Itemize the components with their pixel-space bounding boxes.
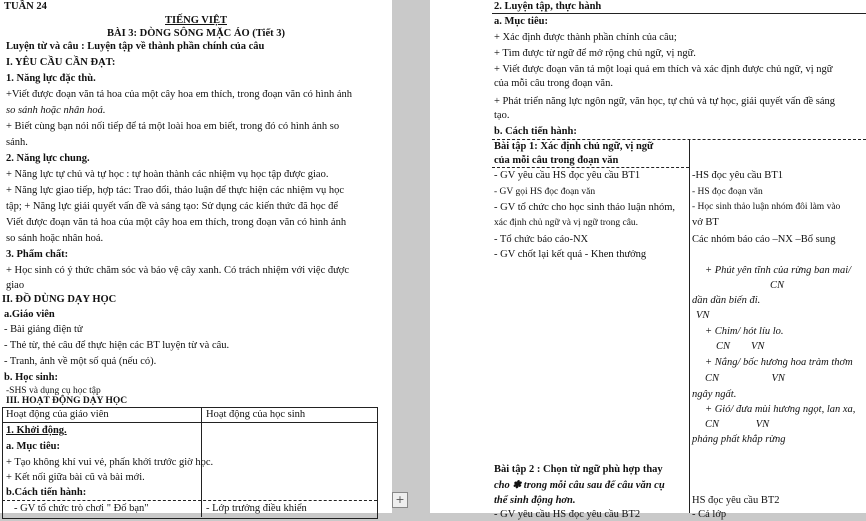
goal-heading: a. Mục tiêu: <box>6 441 60 452</box>
student-heading: b. Học sinh: <box>4 372 58 383</box>
para-line: - Tranh, ảnh về một số quả (nếu có). <box>4 356 157 367</box>
topic-line: Luyện từ và câu : Luyện tập về thành phần chính của câu <box>6 41 265 52</box>
para-line: + Tạo không khí vui vẻ, phấn khởi trước giờ học. <box>6 457 214 468</box>
table-cell: - GV gọi HS đọc đoạn văn <box>494 187 596 197</box>
tools-heading: II. ĐỒ DÙNG DẠY HỌC <box>2 294 117 305</box>
para-line: + Phát triển năng lực ngôn ngữ, văn học, tự chủ và tự học, giải quyết vấn đề sáng <box>494 96 835 107</box>
answer-tag: CN <box>770 280 785 291</box>
warmup-heading: 1. Khởi động. <box>6 425 67 436</box>
table-cell: - Tổ chức báo cáo-NX <box>494 234 589 245</box>
exercise-2-title: Bài tập 2 : Chọn từ ngữ phù hợp thay <box>494 464 663 475</box>
table-cell: Các nhóm báo cáo –NX –Bổ sung <box>692 234 836 245</box>
dashed-rule <box>492 167 689 168</box>
para-line: tập; + Năng lực giải quyết vấn đề và sáng tạo: Sử dụng các kiến thức đã học để <box>6 201 339 212</box>
answer-line: dần dần biến đi. <box>692 295 761 306</box>
answer-line: + Chim/ hót líu lo. <box>705 326 784 337</box>
answer-tag: CN VN <box>705 373 785 384</box>
method-heading: b. Cách tiến hành: <box>494 126 577 137</box>
para-line: + Xác định được thành phần chính của câu; <box>494 32 677 43</box>
method-heading: b.Cách tiến hành: <box>6 487 87 498</box>
table-cell: - Lớp trưởng điều khiển <box>206 503 307 514</box>
week-label: TUẦN 24 <box>4 1 47 12</box>
rule <box>492 13 866 14</box>
para-line: + Năng lực giao tiếp, hợp tác: Trao đổi, thảo luận để thực hiện các nhiệm vụ học <box>6 185 345 196</box>
table-cell: - GV yêu cầu HS đọc yêu cầu BT1 <box>494 170 641 181</box>
para-line: của mỗi câu trong đoạn văn. <box>494 78 613 89</box>
answer-line: + Gió/ đưa mùi hương ngọt, lan xa, <box>705 404 856 415</box>
para-line: giao <box>6 280 25 291</box>
table-cell: - GV chốt lại kết quả - Khen thưởng <box>494 249 647 260</box>
exercise-2-title: thể sinh động hơn. <box>494 495 576 506</box>
answer-tag: CN VN <box>705 419 770 430</box>
exercise-1-title: Bài tập 1: Xác định chủ ngữ, vị ngữ <box>494 141 654 152</box>
teacher-heading: a.Giáo viên <box>4 309 55 320</box>
add-page-button[interactable]: + <box>392 492 408 508</box>
table-cell: - Học sinh thảo luận nhóm đôi làm vào <box>692 202 841 212</box>
para-line: + Học sinh có ý thức chăm sóc và bảo vệ cây xanh. Có trách nhiệm với việc được <box>6 265 350 276</box>
table-header-rule <box>2 422 377 423</box>
col-header-student: Hoạt động của học sinh <box>206 409 306 420</box>
lesson-title: BÀI 3: DÒNG SÔNG MẶC ÁO (Tiết 3) <box>106 28 285 39</box>
answer-line: + Nắng/ bốc hương hoa tràm thơm <box>705 357 853 368</box>
para-line: Viết được đoạn văn tả hoa của một cây hoa em thích, trong đoạn văn có hình ảnh <box>6 217 347 228</box>
table-cell: - HS đọc đoạn văn <box>692 187 763 197</box>
table-cell: -HS đọc yêu cầu BT1 <box>692 170 783 181</box>
practice-heading: 2. Luyện tập, thực hành <box>494 1 602 12</box>
answer-line: + Phút yên tĩnh của rừng ban mai/ <box>705 265 852 276</box>
section-1-heading: 1. Năng lực đặc thù. <box>6 73 96 84</box>
exercise-2-title: cho ✽ trong mỗi câu sau để câu văn cụ <box>494 480 665 491</box>
left-page <box>0 0 392 513</box>
para-line: - Bài giảng điện tử <box>4 324 83 335</box>
answer-tag: VN <box>696 310 710 321</box>
section-2-heading: 2. Năng lực chung. <box>6 153 90 164</box>
table-cell: - GV tổ chức trò chơi " Đố bạn" <box>14 503 149 514</box>
para-line: tạo. <box>494 110 510 121</box>
col-header-teacher: Hoạt động của giáo viên <box>6 409 109 420</box>
table-cell: HS đọc yêu cầu BT2 <box>692 495 780 506</box>
right-page <box>430 0 866 520</box>
para-line: + Tìm được từ ngữ để mở rộng chủ ngữ, vị ngữ. <box>494 48 696 59</box>
subject-title: TIẾNG VIỆT <box>165 15 227 26</box>
para-line: - Thẻ từ, thẻ câu để thực hiện các BT luyện từ và câu. <box>4 340 230 351</box>
table-cell: xác định chủ ngữ và vị ngữ trong câu. <box>494 218 639 228</box>
dashed-rule <box>2 500 377 501</box>
table-cell: - Cả lớp <box>692 509 727 520</box>
answer-tag: CN VN <box>716 341 765 352</box>
para-line: + Viết được đoạn văn tả một loại quả em thích và xác định được chủ ngữ, vị ngữ <box>494 64 833 75</box>
section-3-heading: 3. Phẩm chất: <box>6 249 69 260</box>
table-cell: - GV tổ chức cho học sinh thảo luận nhóm, <box>494 202 676 213</box>
goal-heading: a. Mục tiêu: <box>494 16 548 27</box>
activities-heading: III. HOẠT ĐỘNG DẠY HỌC <box>6 396 128 406</box>
para-line: + Năng lực tự chủ và tự học : tự hoàn thành các nhiệm vụ học tập được giao. <box>6 169 329 180</box>
para-line: sánh. <box>6 137 28 148</box>
answer-line: ngây ngất. <box>692 389 737 400</box>
para-line: so sánh hoặc nhân hoá. <box>6 105 106 116</box>
para-line: + Kết nối giữa bài cũ và bài mới. <box>6 472 145 483</box>
table-cell: vở BT <box>692 217 719 228</box>
para-line: + Biết cùng bạn nói nối tiếp để tả một loài hoa em biết, trong đó có hình ảnh so <box>6 121 340 132</box>
para-line: -SHS và dụng cụ học tập <box>6 386 101 396</box>
para-line: +Viết được đoạn văn tả hoa của một cây hoa em thích, trong đoạn văn có hình ảnh <box>6 89 353 100</box>
table-divider <box>689 139 690 513</box>
answer-line: phảng phất khắp rừng <box>692 434 786 445</box>
exercise-1-title: của mỗi câu trong đoạn văn <box>494 155 619 166</box>
table-cell: - GV yêu cầu HS đọc yêu cầu BT2 <box>494 509 641 520</box>
requirements-heading: I. YÊU CẦU CẦN ĐẠT: <box>6 57 116 68</box>
para-line: so sánh hoặc nhân hoá. <box>6 233 104 244</box>
